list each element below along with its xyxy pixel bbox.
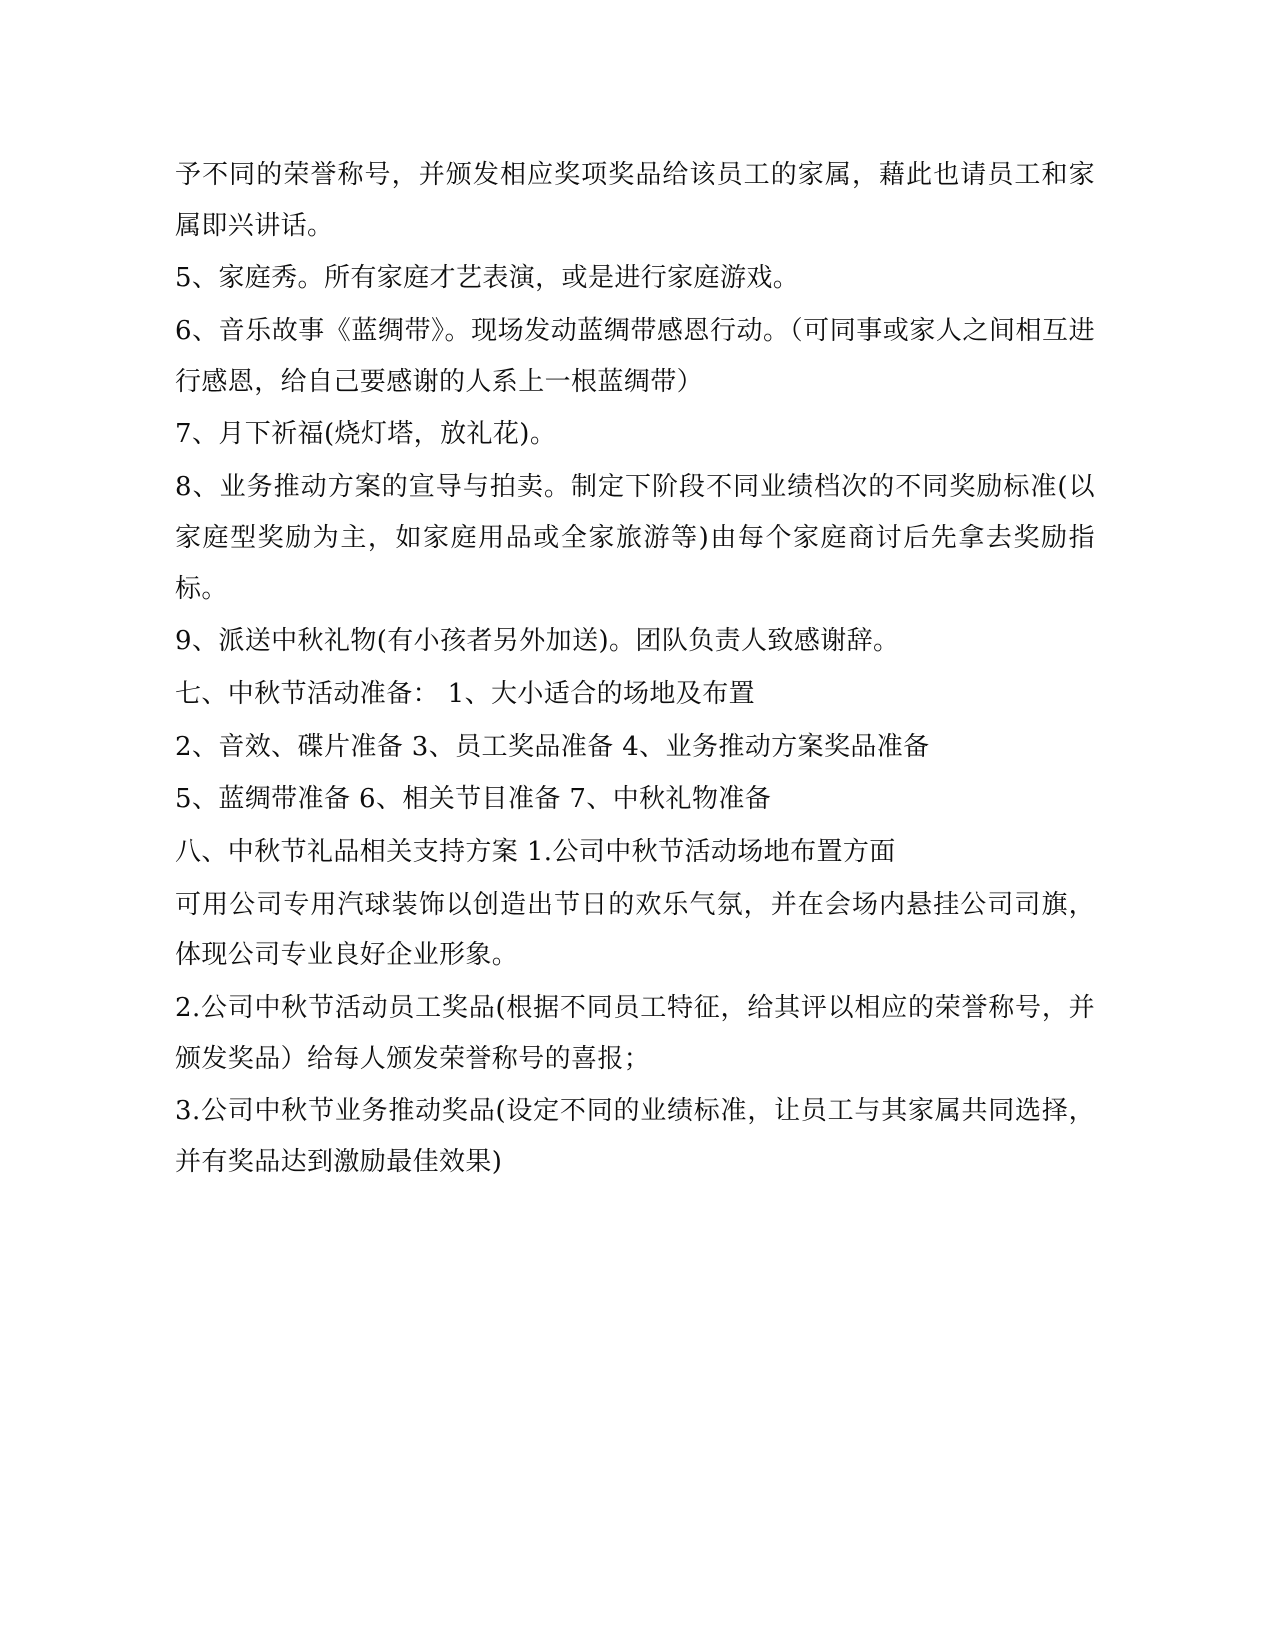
- paragraph: 5、家庭秀。所有家庭才艺表演，或是进行家庭游戏。: [175, 263, 800, 294]
- paragraph: 3.公司中秋节业务推动奖品(设定不同的业绩标准，让员工与其家属共同选择，并有奖品达到激励最佳效果): [175, 1096, 1095, 1178]
- paragraph: 7、月下祈福(烧灯塔，放礼花)。: [175, 419, 557, 450]
- paragraph: 5、蓝绸带准备 6、相关节目准备 7、中秋礼物准备: [175, 784, 772, 815]
- document-body: [175, 150, 1095, 1188]
- paragraph: 8、业务推动方案的宣导与拍卖。制定下阶段不同业绩档次的不同奖励标准(以家庭型奖励为主，如家庭用品或全家旅游等)由每个家庭商讨后先拿去奖励指标。: [175, 472, 1095, 604]
- paragraph: 2.公司中秋节活动员工奖品(根据不同员工特征，给其评以相应的荣誉称号，并颁发奖品）给每人颁发荣誉称号的喜报；: [175, 993, 1095, 1074]
- paragraph: 予不同的荣誉称号，并颁发相应奖项奖品给该员工的家属，藉此也请员工和家属即兴讲话。: [175, 160, 1095, 241]
- paragraph: 6、音乐故事《蓝绸带》。现场发动蓝绸带感恩行动。（可同事或家人之间相互进行感恩，给自己要感谢的人系上一根蓝绸带）: [175, 316, 1095, 397]
- paragraph: 9、派送中秋礼物(有小孩者另外加送)。团队负责人致感谢辞。: [175, 626, 900, 657]
- paragraph: 2、音效、碟片准备 3、员工奖品准备 4、业务推动方案奖品准备: [175, 731, 930, 762]
- paragraph: 八、中秋节礼品相关支持方案 1.公司中秋节活动场地布置方面: [175, 836, 896, 867]
- paragraph: 七、中秋节活动准备： 1、大小适合的场地及布置: [175, 678, 756, 709]
- paragraph: 可用公司专用汽球装饰以创造出节日的欢乐气氛，并在会场内悬挂公司司旗，体现公司专业良好企业形象。: [175, 889, 1095, 971]
